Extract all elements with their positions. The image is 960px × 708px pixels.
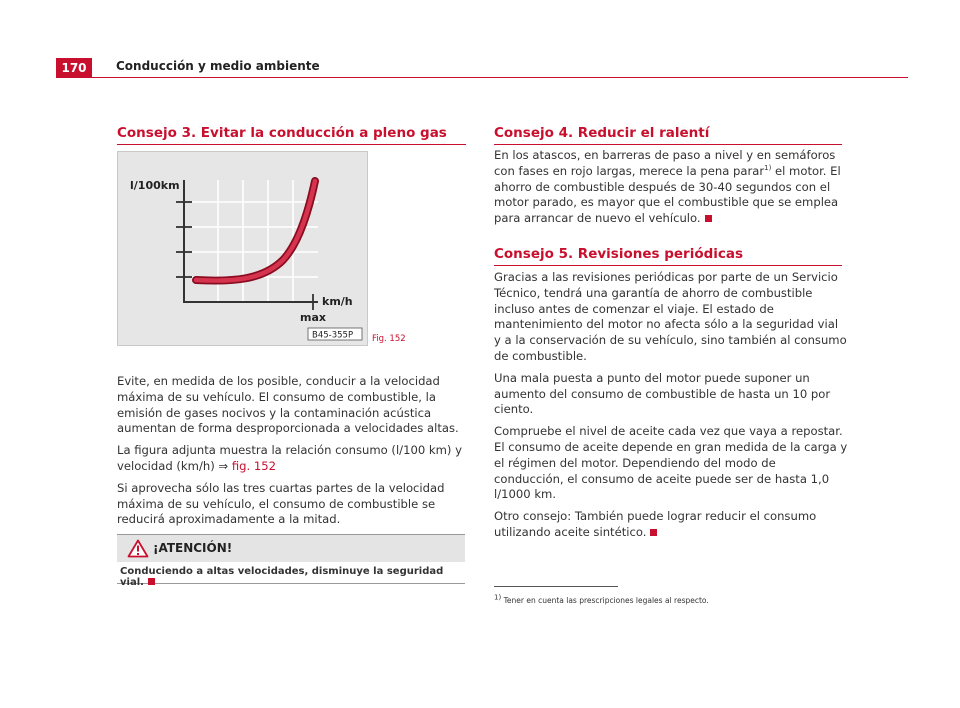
paragraph-ralenti	[494, 148, 848, 227]
curve-outline	[196, 181, 315, 281]
heading-rule	[494, 144, 842, 145]
heading-text: Consejo 4. Reducir el ralentí	[494, 125, 710, 141]
footnote-text: Tener en cuenta las prescripciones legales al respecto.	[501, 596, 709, 605]
paragraph-ralenti-b: el motor. El ahorro de combustible después de 30-40 segundos con el motor parado, es mayor que el combustible que se emplea para arrancar de nuevo el vehículo.	[494, 163, 841, 226]
warning-triangle-icon	[127, 539, 149, 558]
section-heading-consejo-3	[117, 125, 466, 145]
running-header: Conducción y medio ambiente	[116, 59, 320, 73]
y-axis-label: l/100km	[130, 179, 180, 192]
warning-box	[117, 534, 465, 588]
paragraph-3: Si aprovecha sólo las tres cuartas partes de la velocidad máxima de su vehículo, el consumo de combustible se reducirá aproximadamente a la mitad.	[117, 480, 445, 527]
paragraph-2-text: La figura adjunta muestra la relación consumo (l/100 km) y velocidad (km/h) ⇒	[117, 443, 462, 473]
figure-caption: Fig. 152	[372, 334, 406, 344]
footnote-mark: 1)	[494, 593, 502, 602]
heading-text: Consejo 3. Evitar la conducción a pleno gas	[117, 125, 447, 141]
warning-body	[120, 566, 465, 588]
x-max-label: max	[300, 311, 326, 324]
consumption-curve-diagram	[118, 152, 367, 345]
warning-header	[117, 535, 465, 562]
end-marker-icon	[705, 215, 712, 222]
paragraph-consejo	[494, 509, 848, 541]
paragraph-revisiones: Gracias a las revisiones periódicas por parte de un Servicio Técnico, tendrá una garantía de ahorro de combustible incluso antes de comenzar el viaje. El estado de mantenimiento del motor no afecta sólo a la seguridad vial y a la conservación de su vehículo, sino también al consumo de combustible.	[494, 270, 847, 363]
paragraph-consejo-text: Otro consejo: También puede lograr reducir el consumo utilizando aceite sintético.	[494, 509, 817, 539]
warning-title: ¡ATENCIÓN!	[153, 541, 233, 555]
page-number: 170	[56, 58, 92, 78]
heading-text: Consejo 5. Revisiones periódicas	[494, 246, 744, 262]
figure-code: B45-355P	[312, 330, 354, 341]
section-heading-consejo-5	[494, 246, 842, 266]
figure-consumption-chart	[117, 151, 368, 346]
end-marker-icon	[650, 529, 657, 536]
paragraph-puesta-a-punto: Una mala puesta a punto del motor puede suponer un aumento del consumo de combustible de hasta un 10 por ciento.	[494, 370, 831, 417]
paragraph-1: Evite, en medida de los posible, conducir a la velocidad máxima de su vehículo. El consumo de combustible, la emisión de gases nocivos y la contaminación acústica aumentan de forma desproporcionada a velocidades altas.	[117, 374, 459, 436]
consejo-4-body	[494, 148, 848, 233]
heading-rule	[117, 144, 466, 145]
heading-rule	[494, 265, 842, 266]
figure-link[interactable]: fig. 152	[231, 458, 276, 473]
footnote-rule	[494, 586, 618, 587]
paragraph-ralenti-a: En los atascos, en barreras de paso a nivel y en semáforos con fases en rojo largas, merece la pena parar	[494, 148, 836, 178]
paragraph-2	[117, 443, 469, 475]
footnote	[494, 593, 709, 605]
end-marker-icon	[148, 578, 155, 585]
paragraph-aceite: Compruebe el nivel de aceite cada vez que vaya a repostar. El consumo de aceite depende en gran medida de la carga y el régimen del motor. Dependiendo del modo de conducción, el consumo de aceite puede ser de hasta 1,0 l/1000 km.	[494, 424, 848, 502]
header-rule	[56, 77, 908, 78]
x-axis-label: km/h	[322, 295, 353, 308]
footnote-ref: 1)	[764, 163, 772, 172]
left-body	[117, 374, 469, 534]
warning-text: Conduciendo a altas velocidades, disminuye la seguridad vial.	[120, 566, 444, 588]
consejo-5-body	[494, 270, 848, 547]
section-heading-consejo-4	[494, 125, 842, 145]
